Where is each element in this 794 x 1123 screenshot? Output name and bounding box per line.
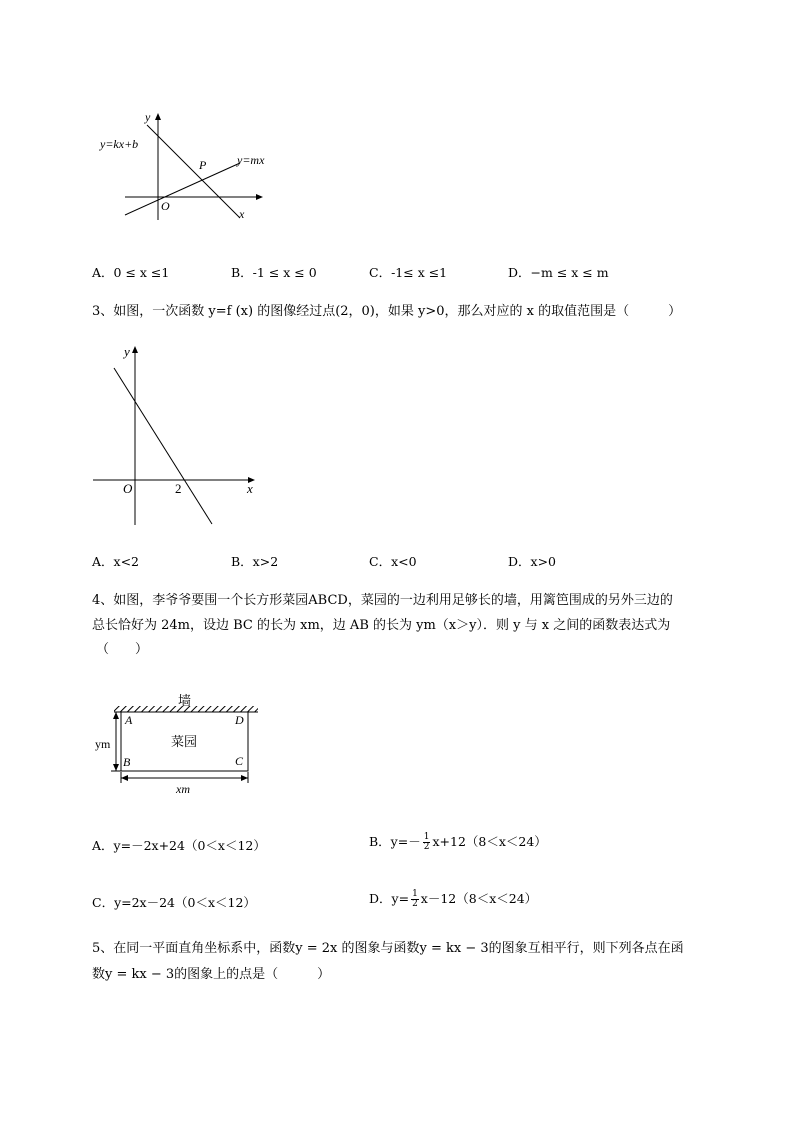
q2-y-label: y <box>145 110 151 124</box>
q2-point-label: P <box>199 158 207 172</box>
q3-stem: 3、如图，一次函数 y=f (x) 的图像经过点(2，0)，如果 y>0，那么对应的 x 的取值范围是（ ） <box>92 304 682 319</box>
q4-vertex-a: A <box>125 713 133 727</box>
q2-line1-label: y=kx+b <box>100 137 139 151</box>
q3-y-arrow <box>132 346 138 353</box>
q4-stem-line2: 总长恰好为 24m，设边 BC 的长为 xm，边 AB 的长为 ym（x＞y）．则 y 与 x 之间的函数表达式为 <box>92 618 671 633</box>
q2-line2-label: y=mx <box>237 153 265 167</box>
q3-option-c[interactable]: C．x<0 <box>369 554 417 569</box>
q4-ym-label: ym <box>95 737 111 751</box>
q3-y-label: y <box>124 344 130 359</box>
q3-origin-label: O <box>123 481 133 496</box>
q2-option-a[interactable]: A．0 ≤ x ≤1 <box>92 265 170 280</box>
q4-stem-line3: （ ） <box>96 642 149 657</box>
q2-origin-label: O <box>161 199 170 213</box>
q4-option-d[interactable] <box>369 889 537 909</box>
q4-vertex-c: C <box>235 754 244 768</box>
q2-option-c[interactable]: C．-1≤ x ≤1 <box>369 265 448 280</box>
q4-option-c[interactable]: C．y=2x－24（0＜x＜12） <box>92 895 256 910</box>
q4-option-d-fraction: $\frac{1}{2}$ <box>412 889 418 909</box>
q3-line <box>114 368 212 524</box>
q2-graph <box>95 105 285 225</box>
q4-xm-label: xm <box>176 782 190 796</box>
q4-option-b-prefix: B．y=－ <box>369 834 421 849</box>
q4-garden-label: 菜园 <box>171 734 198 749</box>
q4-option-d-prefix: D．y= <box>369 891 410 906</box>
q4-vertex-d: D <box>235 713 244 727</box>
q5-stem-line1: 5、在同一平面直角坐标系中，函数y = 2x 的图象与函数y = kx − 3的图象互相平行，则下列各点在函 <box>92 941 684 956</box>
q3-option-b[interactable]: B．x>2 <box>231 554 279 569</box>
q4-option-b[interactable] <box>369 832 547 852</box>
q4-option-b-suffix: x+12（8＜x＜24） <box>432 834 547 849</box>
q3-x-label: x <box>247 481 253 496</box>
q3-option-d[interactable]: D．x>0 <box>508 554 556 569</box>
q4-wall-label: 墙 <box>178 693 192 708</box>
q2-y-arrow <box>155 113 161 120</box>
q4-stem-line1: 4、如图，李爷爷要围一个长方形菜园ABCD，菜园的一边利用足够长的墙，用篱笆围成的另外三边的 <box>92 593 673 608</box>
q2-option-d[interactable]: D．−m ≤ x ≤ m <box>508 265 609 280</box>
q3-intercept-label: 2 <box>175 481 182 496</box>
q2-line-mx <box>125 163 240 215</box>
q5-stem-line2: 数y = kx − 3的图象上的点是（ ） <box>92 967 331 982</box>
q4-option-d-suffix: x－12（8＜x＜24） <box>420 891 538 906</box>
q2-option-b[interactable]: B．-1 ≤ x ≤ 0 <box>231 265 317 280</box>
q4-vertex-b: B <box>123 755 131 769</box>
q3-graph <box>90 340 265 530</box>
q4-garden-figure <box>92 690 267 800</box>
q2-x-label: x <box>239 207 245 221</box>
q3-option-a[interactable]: A．x<2 <box>92 554 140 569</box>
q4-option-a[interactable]: A．y=－2x+24（0＜x＜12） <box>92 838 266 853</box>
q4-option-b-fraction: $\frac{1}{2}$ <box>423 832 430 852</box>
q2-x-arrow <box>256 194 263 200</box>
